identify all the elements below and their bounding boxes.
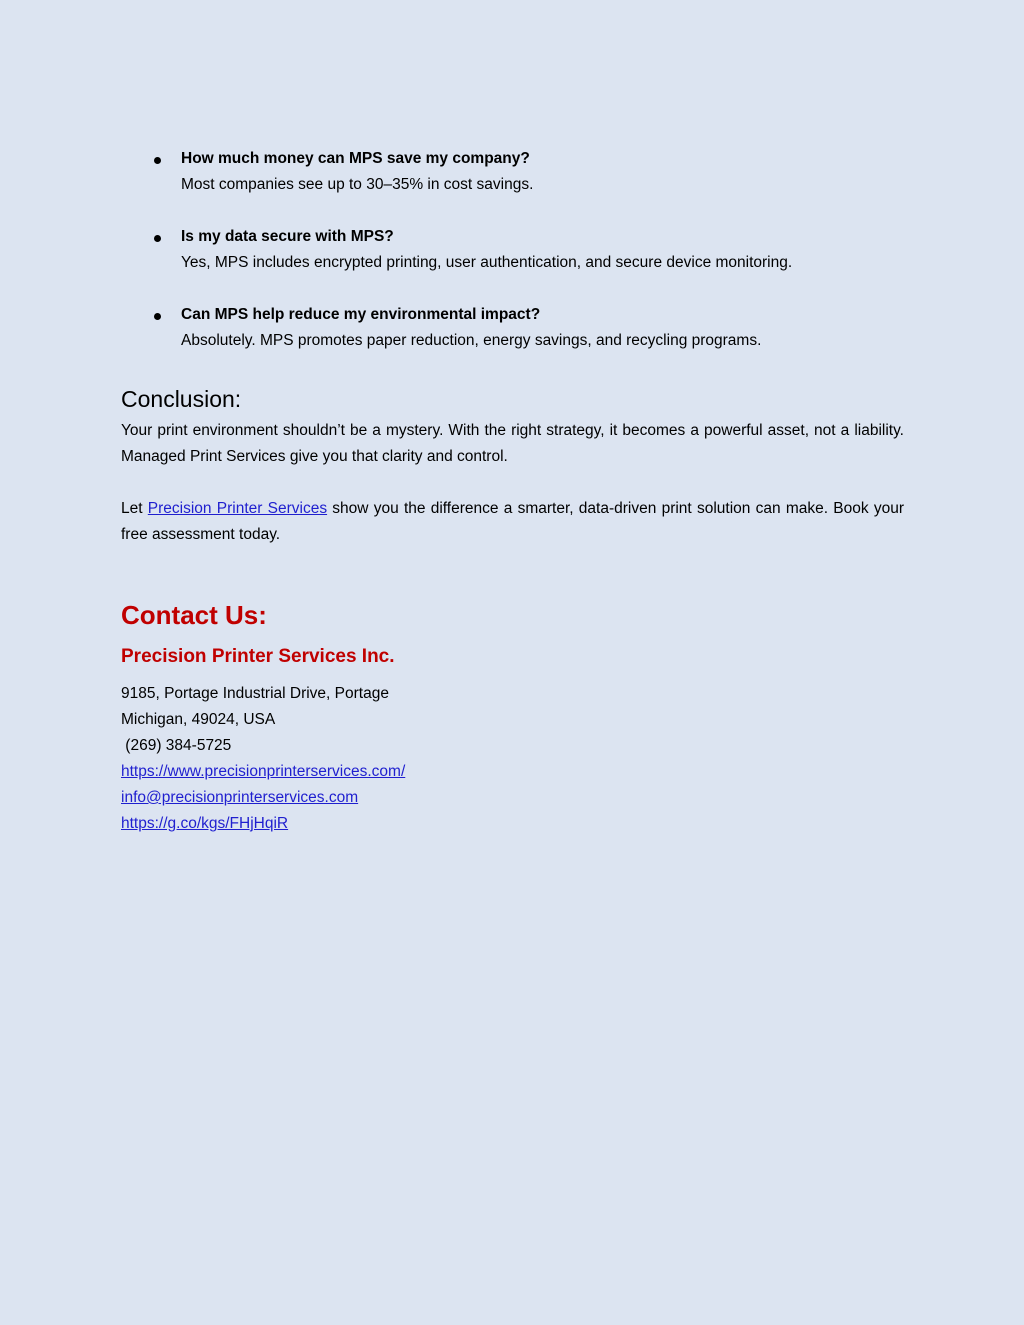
call-to-action-paragraph — [121, 496, 904, 548]
company-name: Precision Printer Services Inc. — [121, 646, 395, 667]
email-link[interactable]: info@precisionprinterservices.com — [121, 789, 359, 806]
cta-suffix: show you the difference a smarter, data-driven print solution can make. Book your free assessment today. — [121, 500, 904, 543]
faq-question: Can MPS help reduce my environmental impact? — [181, 306, 541, 323]
faq-answer: Most companies see up to 30–35% in cost savings. — [181, 176, 534, 193]
faq-answer: Yes, MPS includes encrypted printing, user authentication, and secure device monitoring. — [181, 254, 793, 271]
faq-item — [121, 146, 904, 198]
bullet-icon — [154, 157, 161, 164]
contact-heading: Contact Us: — [121, 600, 267, 630]
bullet-icon — [154, 313, 161, 320]
faq-answer: Absolutely. MPS promotes paper reduction, energy savings, and recycling programs. — [181, 332, 762, 349]
faq-item — [121, 224, 904, 276]
company-link[interactable]: Precision Printer Services — [147, 500, 328, 517]
faq-item — [121, 302, 904, 354]
bullet-icon — [154, 235, 161, 242]
faq-question: Is my data secure with MPS? — [181, 228, 394, 245]
address-line-1: 9185, Portage Industrial Drive, Portage — [121, 685, 389, 702]
contact-details — [121, 681, 405, 837]
cta-prefix: Let — [121, 500, 148, 517]
faq-question: How much money can MPS save my company? — [181, 150, 530, 167]
conclusion-heading: Conclusion: — [121, 386, 242, 412]
address-line-2: Michigan, 49024, USA — [121, 711, 276, 728]
document-page — [121, 146, 904, 832]
phone-number: (269) 384-5725 — [121, 737, 232, 754]
website-link[interactable]: https://www.precisionprinterservices.com/ — [121, 763, 406, 780]
maps-link[interactable]: https://g.co/kgs/FHjHqiR — [121, 815, 289, 832]
conclusion-paragraph: Your print environment shouldn’t be a mystery. With the right strategy, it becomes a powerful asset, not a liability. Managed Print Services give you that clarity and control. — [121, 422, 904, 465]
